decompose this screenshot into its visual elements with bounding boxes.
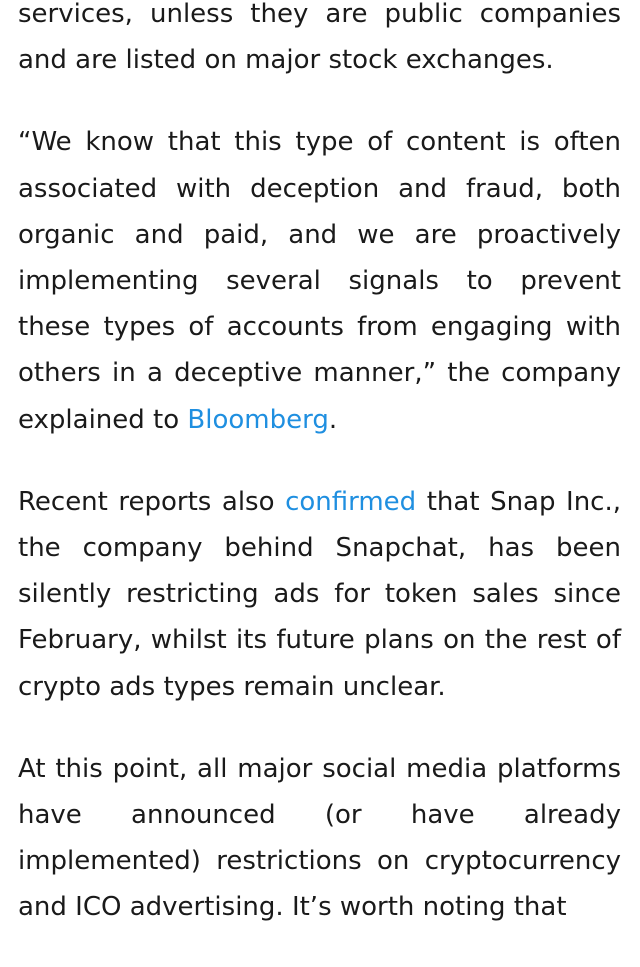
bloomberg-link[interactable]: Bloomberg bbox=[187, 404, 329, 435]
paragraph-1 bbox=[18, 0, 621, 83]
confirmed-link[interactable]: confirmed bbox=[285, 486, 417, 517]
paragraph-2-text-after: . bbox=[328, 404, 338, 435]
paragraph-2 bbox=[18, 119, 621, 442]
paragraph-3-text-before: Recent reports also bbox=[18, 486, 286, 517]
paragraph-3-text-after: that Snap Inc., the company behind Snapchat, has been silently restricting ads for token sales since February, whilst its future plans on the rest of crypto ads types remain unclear. bbox=[18, 486, 622, 702]
article-body bbox=[18, 0, 621, 967]
paragraph-1-text: services, unless they are public companies and are listed on major stock exchanges. bbox=[18, 0, 621, 76]
paragraph-2-text-before: “We know that this type of content is often associated with deception and fraud, both organic and paid, and we are proactively implementing several signals to prevent these types of accounts from engaging with others in a deceptive manner,” the company explained to bbox=[18, 127, 621, 435]
paragraph-4 bbox=[18, 746, 621, 931]
paragraph-4-text: At this point, all major social media platforms have announced (or have already implemented) restrictions on cryptocurrency and ICO advertising. It’s worth noting that bbox=[18, 753, 621, 923]
paragraph-3 bbox=[18, 479, 621, 710]
